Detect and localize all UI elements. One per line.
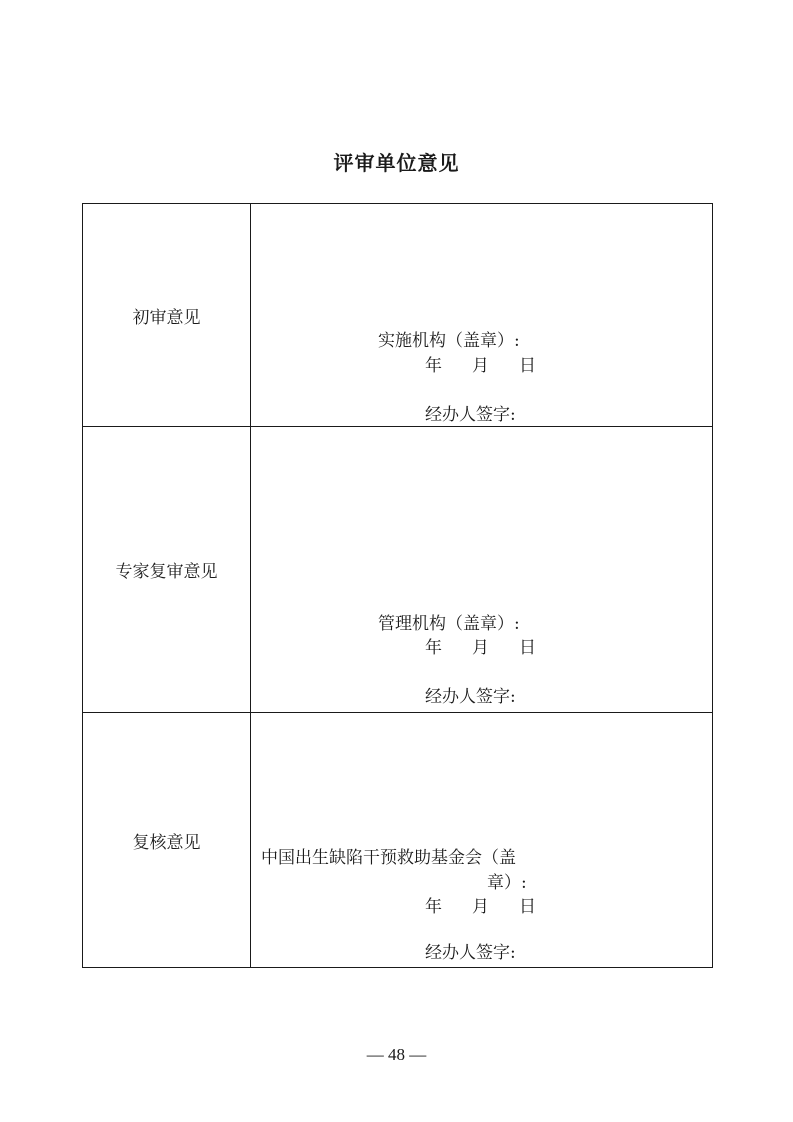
seal-line: 管理机构（盖章）: [378,614,520,634]
expert-review-opinion-cell[interactable] [251,427,713,713]
page-title: 评审单位意见 [333,151,460,175]
table-row [83,713,713,968]
seal-line-continued: 章）: [487,873,527,893]
row-label: 初审意见 [132,307,201,328]
final-review-opinion-cell[interactable] [251,713,713,968]
date-line [425,355,536,377]
signature-line: 经办人签字: [425,943,516,963]
date-line [425,896,536,918]
year-label: 年 [425,897,442,917]
page-number: — 48 — [366,1045,427,1064]
year-label: 年 [425,638,442,658]
date-line [425,637,536,659]
day-label: 日 [519,897,536,917]
seal-line: 中国出生缺陷干预救助基金会（盖 [261,848,516,868]
row-label: 专家复审意见 [115,562,218,582]
signature-line: 经办人签字: [425,405,516,425]
final-review-label-cell [83,713,251,968]
table-row [83,204,713,427]
day-label: 日 [519,356,536,376]
year-label: 年 [425,356,442,376]
seal-line: 实施机构（盖章）: [378,331,520,351]
expert-review-label-cell [83,427,251,713]
month-label: 月 [472,897,489,917]
day-label: 日 [519,638,536,658]
month-label: 月 [472,638,489,658]
review-opinion-table [82,203,713,968]
preliminary-review-opinion-cell[interactable] [251,204,713,427]
preliminary-review-label-cell [83,204,251,427]
month-label: 月 [472,356,489,376]
signature-line: 经办人签字: [425,687,516,707]
table-row [83,427,713,713]
row-label: 复核意见 [132,832,201,853]
